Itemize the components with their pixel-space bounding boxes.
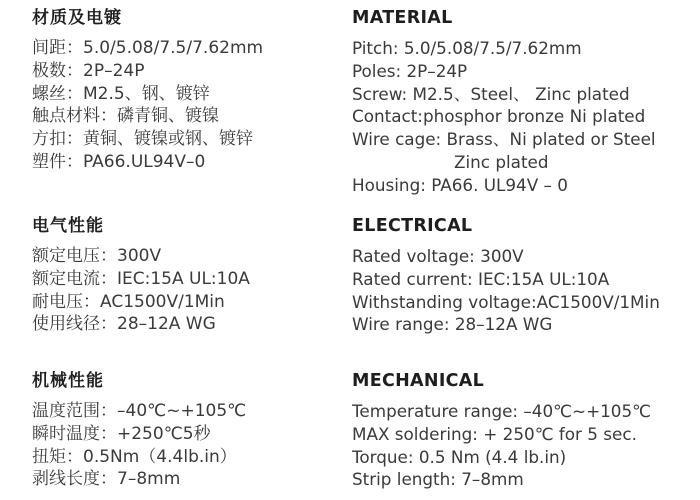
cn-material-poles: 极数：2P–24P [32,60,145,81]
cn-electrical-section [32,215,250,336]
en-mechanical-soldering: MAX soldering: + 250℃ for 5 sec. [352,423,637,444]
cn-mechanical-soldering: 瞬时温度：+250℃5秒 [32,423,211,444]
en-material-pitch: Pitch: 5.0/5.08/7.5/7.62mm [352,38,582,58]
en-material-lines [352,37,656,197]
cn-mechanical-lines [32,400,246,491]
en-material-contact: Contact:phosphor bronze Ni plated [352,106,646,127]
cn-electrical-lines [32,245,250,336]
cn-material-contact: 触点材料：磷青铜、镀镍 [32,106,219,127]
en-material-section [352,7,656,197]
en-material-poles: Poles: 2P–24P [352,60,468,81]
en-electrical-heading: ELECTRICAL [352,216,473,236]
cn-mechanical-temperature: 温度范围：–40℃~+105℃ [32,401,247,421]
en-material-housing: Housing: PA66. UL94V – 0 [352,174,568,195]
en-material-wire-cage-continued: Zinc plated [454,151,549,172]
cn-material-heading: 材质及电镀 [32,8,122,28]
cn-material-section [32,7,263,174]
en-material-wire-cage: Wire cage: Brass、Ni plated or Steel [352,129,656,150]
cn-electrical-withstanding-voltage: 耐电压：AC1500V/1Min [32,291,225,312]
cn-material-housing: 塑件：PA66.UL94V–0 [32,151,206,172]
en-mechanical-section [352,370,651,491]
cn-electrical-heading: 电气性能 [32,216,104,236]
cn-material-screw: 螺丝：M2.5、钢、镀锌 [32,83,210,104]
cn-material-lines [32,37,263,174]
en-mechanical-heading: MECHANICAL [352,371,485,391]
en-mechanical-lines [352,400,651,491]
cn-material-pitch: 间距：5.0/5.08/7.5/7.62mm [32,38,264,58]
en-electrical-wire-range: Wire range: 28–12A WG [352,314,553,335]
cn-mechanical-torque: 扭矩：0.5Nm（4.4lb.in） [32,446,237,467]
en-electrical-rated-voltage: Rated voltage: 300V [352,246,524,266]
cn-electrical-rated-voltage: 额定电压：300V [32,246,162,266]
en-mechanical-torque: Torque: 0.5 Nm (4.4 lb.in) [352,446,567,467]
en-material-heading: MATERIAL [352,8,453,28]
en-electrical-section [352,215,660,336]
cn-mechanical-heading: 机械性能 [32,371,104,391]
cn-electrical-wire-range: 使用线径：28–12A WG [32,314,216,335]
en-mechanical-temperature: Temperature range: –40℃~+105℃ [352,401,652,421]
cn-mechanical-section [32,370,246,491]
cn-electrical-rated-current: 额定电流：IEC:15A UL:10A [32,268,250,289]
en-material-screw: Screw: M2.5、Steel、 Zinc plated [352,83,630,104]
cn-mechanical-strip-length: 剥线长度：7–8mm [32,469,181,490]
en-electrical-rated-current: Rated current: IEC:15A UL:10A [352,268,610,289]
en-electrical-withstanding-voltage: Withstanding voltage:AC1500V/1Min [352,291,660,312]
en-electrical-lines [352,245,660,336]
en-mechanical-strip-length: Strip length: 7–8mm [352,469,524,490]
cn-material-wire-cage: 方扣：黄铜、镀镍或钢、镀锌 [32,129,253,150]
